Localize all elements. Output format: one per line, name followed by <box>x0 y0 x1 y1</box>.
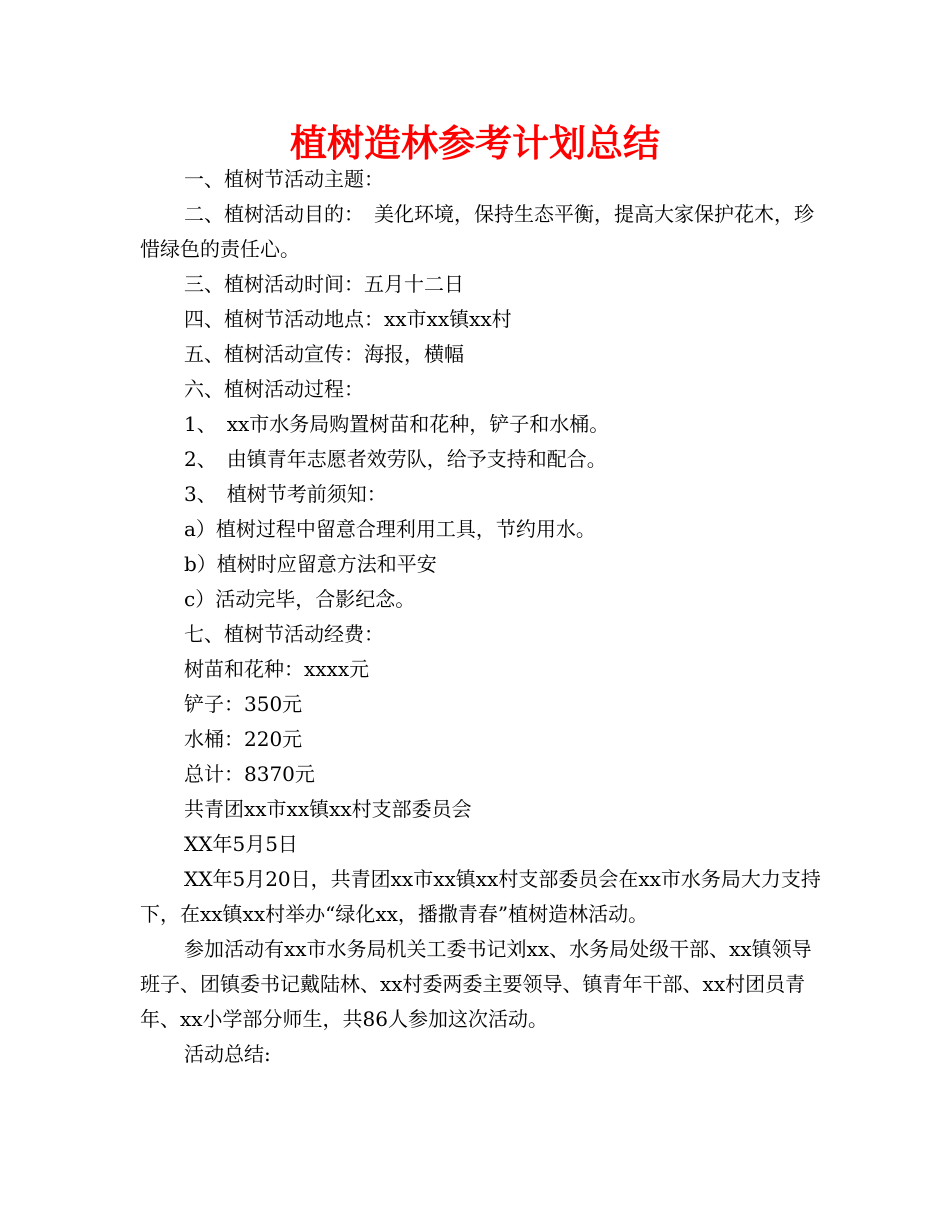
document-body <box>140 162 830 1072</box>
process-item-1: 1、 xx市水务局购置树苗和花种，铲子和水桶。 <box>184 412 610 436</box>
signature-date: XX年5月5日 <box>184 832 298 856</box>
budget-shovels: 铲子：350元 <box>184 692 303 716</box>
event-paragraph: XX年5月20日，共青团xx市xx镇xx村支部委员会在xx市水务局大力支持下，在xx镇xx村举办“绿化xx，播撒青春”植树造林活动。 <box>140 867 821 926</box>
notice-item-b: b）植树时应留意方法和平安 <box>184 552 437 576</box>
budget-total: 总计：8370元 <box>184 762 315 786</box>
notice-item-a: a）植树过程中留意合理利用工具，节约用水。 <box>184 517 596 541</box>
purpose-paragraph: 二、植树活动目的： 美化环境，保持生态平衡，提高大家保护花木，珍惜绿色的责任心。 <box>140 202 814 261</box>
summary-heading: 活动总结: <box>184 1042 271 1066</box>
budget-heading: 七、植树节活动经费： <box>184 622 384 646</box>
organizer-signature: 共青团xx市xx镇xx村支部委员会 <box>184 797 472 821</box>
document-title: 植树造林参考计划总结 <box>290 122 660 165</box>
process-item-3: 3、 植树节考前须知： <box>184 482 387 506</box>
notice-item-c: c）活动完毕，合影纪念。 <box>184 587 416 611</box>
participants-paragraph: 参加活动有xx市水务局机关工委书记刘xx、水务局处级干部、xx镇领导班子、团镇委书记戴陆林、xx村委两委主要领导、镇青年干部、xx村团员青年、xx小学部分师生，共86人参加这次活动。 <box>140 937 812 1031</box>
publicity-line: 五、植树活动宣传：海报，横幅 <box>184 342 464 366</box>
location-line: 四、植树节活动地点：xx市xx镇xx村 <box>184 307 512 331</box>
theme-heading: 一、植树节活动主题： <box>184 167 384 191</box>
budget-buckets: 水桶：220元 <box>184 727 303 751</box>
process-item-2: 2、 由镇青年志愿者效劳队，给予支持和配合。 <box>184 447 607 471</box>
budget-seedlings: 树苗和花种：xxxx元 <box>184 657 370 681</box>
process-heading: 六、植树活动过程： <box>184 377 364 401</box>
time-line: 三、植树活动时间：五月十二日 <box>184 272 464 296</box>
